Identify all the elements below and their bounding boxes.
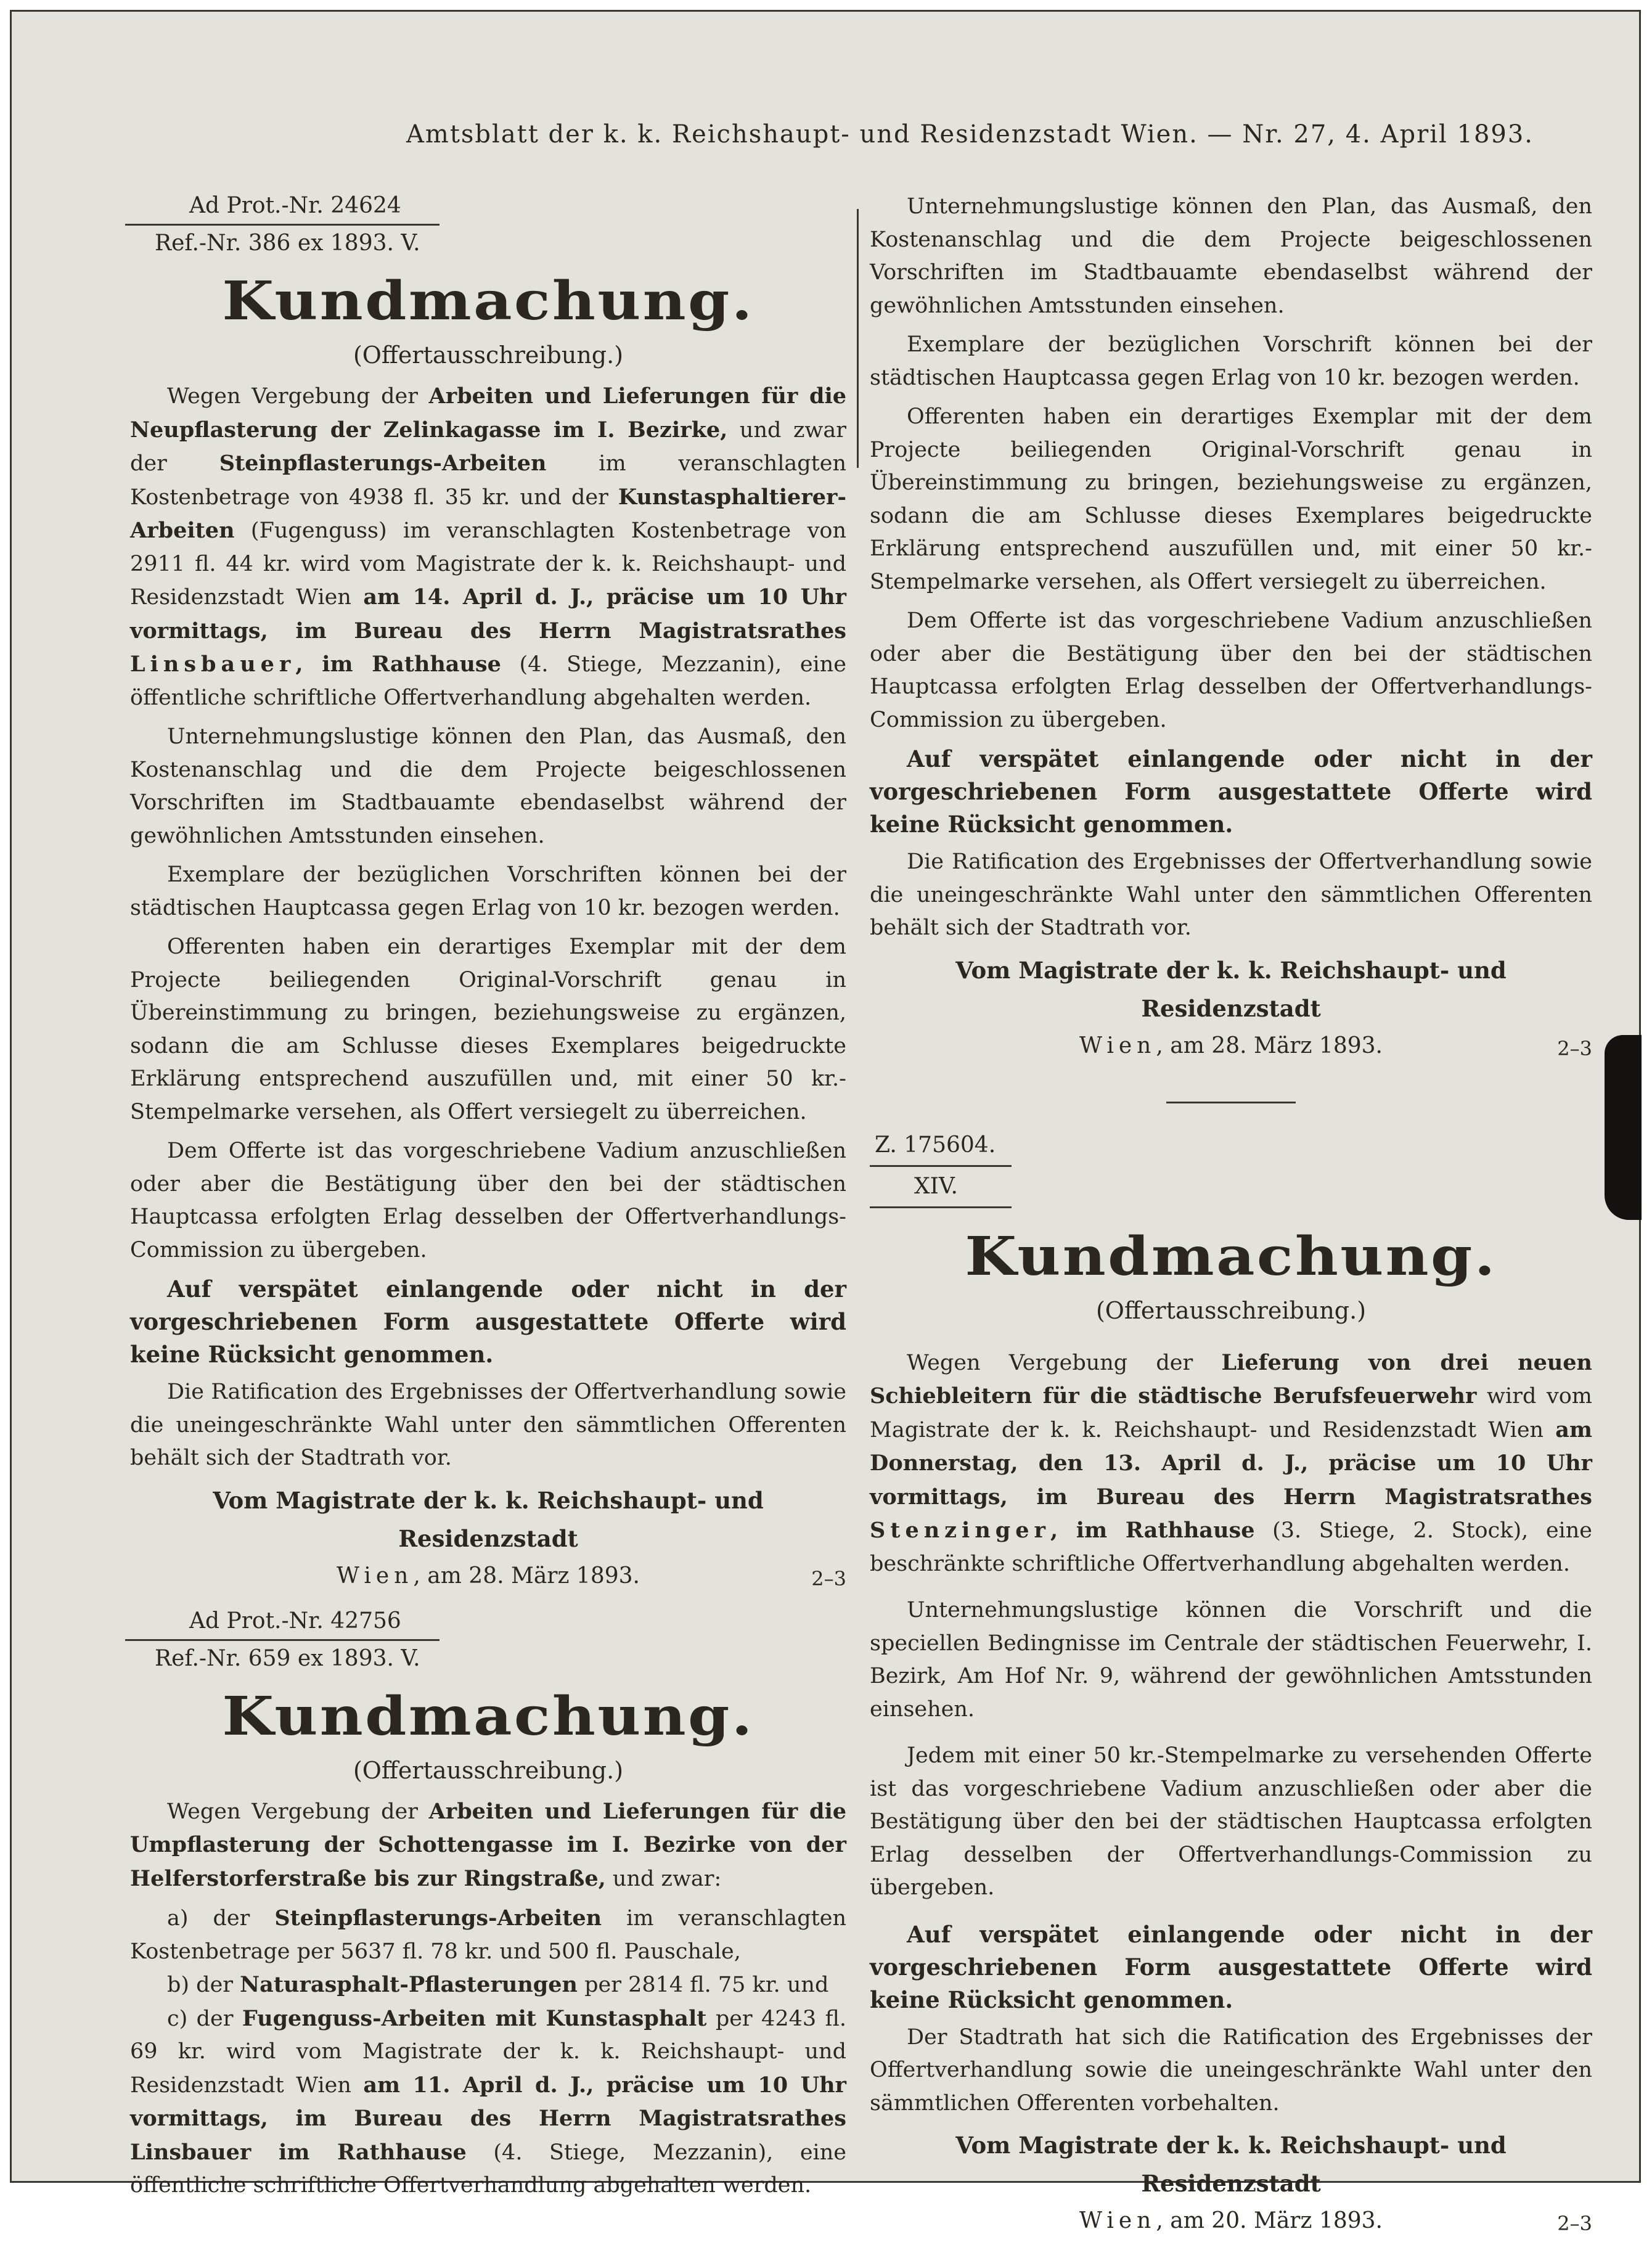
text-run: a) der <box>167 1906 275 1931</box>
ref-number: Ref.-Nr. 386 ex 1893. V. <box>155 231 420 256</box>
emphasis-run: Steinpflasterungs-Arbeiten <box>274 1905 602 1931</box>
text-run: (3. Stiege, 2. Stock), eine beschränkte schriftliche Offertverhandlung abgehalten werden. <box>870 1518 1592 1576</box>
emphasis-run: Kunstasphaltierer-Arbeiten <box>130 484 846 543</box>
text-run: per 2814 fl. 75 kr. und <box>577 1973 829 1997</box>
ref-underline <box>870 1206 1012 1208</box>
date: , am 28. März 1893. <box>1156 1033 1383 1058</box>
file-number: Z. 175604. <box>875 1132 996 1158</box>
notice-paragraph <box>870 1346 1592 1581</box>
notice-paragraph: Jedem mit einer 50 kr.-Stempelmarke zu versehenden Offerte ist das vorgeschriebene Vadium anzuschließen oder aber die Bestätigung über den bei der städtischen Hauptcassa erfolgten Erlag desselben der Offertverhandlungs-Commission zu übergeben. <box>870 1743 1592 1900</box>
ref-underline <box>125 224 440 226</box>
late-offer-warning: Auf verspätet einlangende oder nicht in der vorgeschriebenen Form ausgestattete Offerte wird keine Rücksicht genommen. <box>870 745 1592 838</box>
emphasis-run: Steinpflasterungs-Arbeiten <box>219 451 547 476</box>
list-item <box>130 1902 846 1968</box>
notice-paragraph: Die Ratification des Ergebnisses der Offertverhandlung sowie die uneingeschränkte Wahl unter den sämmtlichen Offerenten behält sich der Stadtrath vor. <box>870 849 1592 940</box>
notice-3 <box>870 1128 1592 2240</box>
notice-title: Kundmachung. <box>222 270 754 332</box>
column-rule <box>857 209 859 468</box>
date: , am 20. März 1893. <box>1156 2208 1383 2233</box>
late-offer-warning: Auf verspätet einlangende oder nicht in der vorgeschriebenen Form ausgestattete Offerte wird keine Rücksicht genommen. <box>870 1920 1592 2013</box>
notice-1 <box>130 190 846 1595</box>
notice-paragraph: Exemplare der bezüglichen Vorschrift können bei der städtischen Hauptcassa gegen Erlag von 10 kr. bezogen werden. <box>870 332 1592 390</box>
text-run: Wegen Vergebung der <box>907 1350 1222 1375</box>
prot-number: Ad Prot.-Nr. 42756 <box>189 1608 401 1634</box>
text-run: b) der <box>167 1973 240 1997</box>
notice-subtitle: (Offertausschreibung.) <box>1095 1296 1367 1324</box>
notice-paragraph <box>130 1795 846 1896</box>
emphasis-run: Arbeiten und Lieferungen für die Umpflasterung der Schottengasse im I. Bezirke von der Helferstorferstraße bis zur Ringstraße, <box>130 1798 847 1891</box>
notice-title: Kundmachung. <box>965 1225 1497 1288</box>
ref-underline <box>125 1639 440 1641</box>
text-run: im veranschlagten Kostenbetrage von 4938 fl. 35 kr. und der <box>130 451 846 510</box>
right-column <box>870 190 1592 2240</box>
issuer-line: Vom Magistrate der k. k. Reichshaupt- und Residenzstadt <box>213 1486 764 1552</box>
emphasis-run: Arbeiten und Lieferungen für die Neupflasterung der Zelinkagasse im I. Bezirke, <box>130 383 847 443</box>
insertion-number: 2–3 <box>1557 2212 1592 2235</box>
spaced-name: Stenzinger <box>870 1518 1050 1543</box>
page-edge-damage <box>1605 1035 1642 1220</box>
list-item <box>130 2002 846 2203</box>
text-run: wird vom Magistrate der k. k. Reichshaupt- und Residenzstadt Wien <box>870 1384 1592 1442</box>
left-column <box>130 190 846 2203</box>
issuer-line: Vom Magistrate der k. k. Reichshaupt- und Residenzstadt <box>955 956 1507 1022</box>
city: Wien <box>336 1563 414 1589</box>
emphasis-run: am 11. April d. J., präcise um 10 Uhr vormittags, im Bureau des Herrn Magistratsrathes Linsbauer im Rathhause <box>130 2072 846 2165</box>
notice-paragraph: Exemplare der bezüglichen Vorschriften können bei der städtischen Hauptcassa gegen Erlag von 10 kr. bezogen werden. <box>130 862 846 920</box>
text-run: Wegen Vergebung der <box>167 384 429 409</box>
date: , am 28. März 1893. <box>413 1563 640 1589</box>
notice-subtitle: (Offertausschreibung.) <box>353 1756 624 1784</box>
notice-paragraph: Offerenten haben ein derartiges Exemplar mit der dem Projecte beiliegenden Original-Vorschrift genau in Übereinstimmung zu bringen, beziehungsweise zu ergänzen, sodann die am Schlusse dieses Exemplares beigedruckte Erklärung entsprechend auszufüllen und, mit einer 50 kr.-Stempelmarke versehen, als Offert versiegelt zu überreichen. <box>870 404 1592 594</box>
running-head: Amtsblatt der k. k. Reichshaupt- und Residenzstadt Wien. — Nr. 27, 4. April 1893. <box>406 120 1534 149</box>
notice-paragraph: Offerenten haben ein derartiges Exemplar mit der dem Projecte beiliegenden Original-Vorschrift genau in Übereinstimmung zu bringen, beziehungsweise zu ergänzen, sodann die am Schlusse dieses Exemplares beigedruckte Erklärung entsprechend auszufüllen und, mit einer 50 kr.-Stempelmarke versehen, als Offert versiegelt zu überreichen. <box>130 935 846 1124</box>
text-run: im veranschlagten Kostenbetrage per 5637 fl. 78 kr. und 500 fl. Pauschale, <box>130 1906 846 1964</box>
notice-title: Kundmachung. <box>222 1685 754 1748</box>
text-run: Wegen Vergebung der <box>167 1799 429 1824</box>
emphasis-run: Fugenguss-Arbeiten mit Kunstasphalt <box>242 2005 707 2031</box>
notice-paragraph <box>130 380 846 714</box>
dateline <box>130 1558 846 1595</box>
gazette-page <box>10 10 1641 2235</box>
issuer-line: Vom Magistrate der k. k. Reichshaupt- und Residenzstadt <box>955 2132 1507 2197</box>
emphasis-run: Naturasphalt-Pflasterungen <box>240 1972 578 1997</box>
emphasis-run: am Donnerstag, den 13. April d. J., präcise um 10 Uhr vormittags, im Bureau des Herrn Magistratsrathes <box>870 1417 1592 1510</box>
emphasis-run: , im Rathhause <box>295 652 501 677</box>
text-run: und zwar der <box>130 417 846 476</box>
dateline <box>870 2203 1592 2240</box>
text-run: per 4243 fl. 69 kr. wird vom Magistrate der k. k. Reichshaupt- und Residenzstadt Wien <box>130 2006 846 2098</box>
emphasis-run: am 14. April d. J., präcise um 10 Uhr vormittags, im Bureau des Herrn Magistratsrathes <box>130 584 846 644</box>
notice-paragraph: Dem Offerte ist das vorgeschriebene Vadium anzuschließen oder aber die Bestätigung über den bei der städtischen Hauptcassa erfolgten Erlag desselben der Offertverhandlungs-Commission zu übergeben. <box>130 1139 846 1262</box>
notice-2 <box>130 1606 846 2203</box>
ref-number: Ref.-Nr. 659 ex 1893. V. <box>155 1645 420 1671</box>
text-run: (4. Stiege, Mezzanin), eine öffentliche schriftliche Offertverhandlung abgehalten werden. <box>130 652 846 710</box>
text-run: (Fugenguss) im veranschlagten Kostenbetrage von 2911 fl. 44 kr. wird vom Magistrate der k. k. Reichshaupt- und Residenzstadt Wien <box>130 518 846 610</box>
notice-paragraph: Unternehmungslustige können den Plan, das Ausmaß, den Kostenanschlag und die dem Projecte beigeschlossenen Vorschriften im Stadtbauamte ebendaselbst während der gewöhnlichen Amtsstunden einsehen. <box>130 724 846 848</box>
section-separator <box>1166 1102 1296 1103</box>
notice-paragraph: Unternehmungslustige können die Vorschrift und die speciellen Bedingnisse im Centrale der städtischen Feuerwehr, I. Bezirk, Am Hof Nr. 9, während der gewöhnlichen Amtsstunden einsehen. <box>870 1598 1592 1722</box>
emphasis-run: Lieferung von drei neuen Schiebleitern für die städtische Berufsfeuerwehr <box>870 1349 1593 1409</box>
text-run: (4. Stiege, Mezzanin), eine öffentliche schriftliche Offertverhandlung abgehalten werden. <box>130 2140 846 2198</box>
city: Wien <box>1079 1033 1156 1058</box>
insertion-number: 2–3 <box>811 1566 846 1590</box>
spaced-name: Linsbauer <box>130 652 296 677</box>
notice-paragraph: Der Stadtrath hat sich die Ratification des Ergebnisses der Offertverhandlung sowie die uneingeschränkte Wahl unter den sämmtlichen Offerenten vorbehalten. <box>870 2024 1592 2116</box>
notice-paragraph: Unternehmungslustige können den Plan, das Ausmaß, den Kostenanschlag und die dem Projecte beigeschlossenen Vorschriften im Stadtbauamte ebendaselbst während der gewöhnlichen Amtsstunden einsehen. <box>870 194 1592 318</box>
text-run: c) der <box>167 2006 242 2031</box>
dateline <box>870 1028 1592 1065</box>
late-offer-warning: Auf verspätet einlangende oder nicht in der vorgeschriebenen Form ausgestattete Offerte wird keine Rücksicht genommen. <box>130 1275 846 1368</box>
emphasis-run: , im Rathhause <box>1050 1518 1255 1543</box>
notice-paragraph: Dem Offerte ist das vorgeschriebene Vadium anzuschließen oder aber die Bestätigung über den bei der städtischen Hauptcassa erfolgten Erlag desselben der Offertverhandlungs-Commission zu übergeben. <box>870 608 1592 732</box>
department: XIV. <box>914 1173 958 1199</box>
text-run: und zwar: <box>605 1866 722 1891</box>
notice-paragraph: Die Ratification des Ergebnisses der Offertverhandlung sowie die uneingeschränkte Wahl unter den sämmtlichen Offerenten behält sich der Stadtrath vor. <box>130 1380 846 1470</box>
prot-number: Ad Prot.-Nr. 24624 <box>189 193 401 218</box>
notice-subtitle: (Offertausschreibung.) <box>353 342 624 369</box>
insertion-number: 2–3 <box>1557 1036 1592 1060</box>
ref-underline <box>870 1165 1012 1167</box>
notice-2-continuation <box>870 190 1592 1065</box>
city: Wien <box>1079 2208 1156 2233</box>
list-item <box>130 1968 846 2002</box>
